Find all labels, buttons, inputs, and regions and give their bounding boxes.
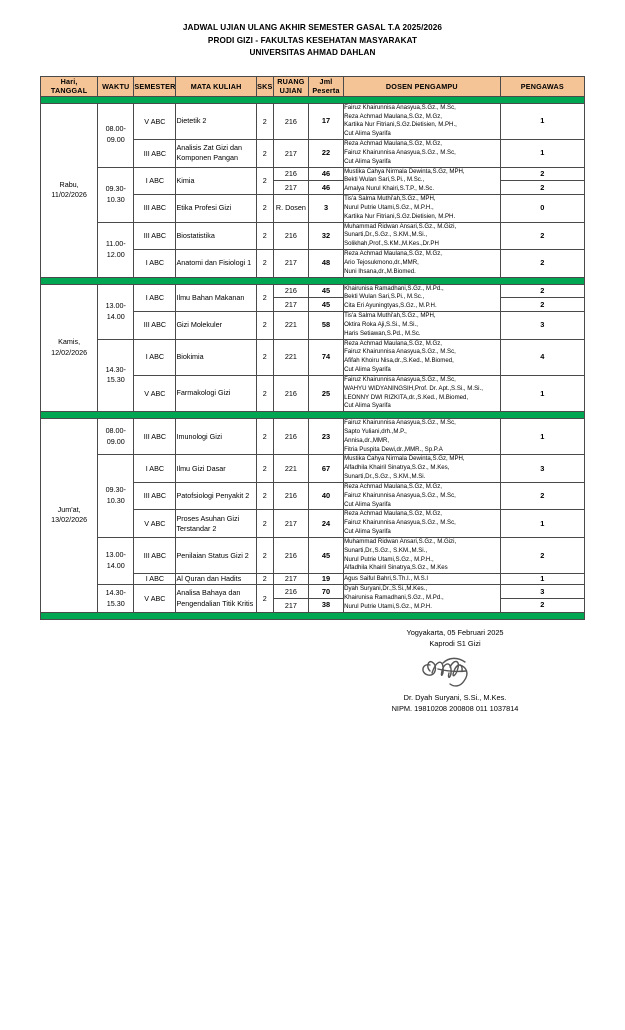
title-line-3: UNIVERSITAS AHMAD DAHLAN [249,48,376,58]
column-header-course: MATA KULIAH [176,77,256,97]
table-row [41,419,585,455]
cell-participant-count: 3 [308,195,343,222]
cell-participant-count: 67 [308,455,343,482]
cell-semester: III ABC [134,482,176,509]
cell-supervisor-count: 1 [500,574,584,585]
cell-course: Al Quran dan Hadits [176,574,256,585]
cell-participant-count: 17 [308,103,343,139]
cell-sks: 2 [256,167,273,194]
cell-supervisor-count: 2 [500,284,584,298]
cell-sks: 2 [256,510,273,537]
cell-room: 217 [273,250,308,277]
cell-sks: 2 [256,419,273,455]
cell-room: 216 [273,482,308,509]
cell-semester: III ABC [134,419,176,455]
cell-time: 14.30- 15.30 [98,339,134,412]
day-separator-cell [41,277,585,284]
cell-participant-count: 22 [308,140,343,167]
cell-lecturers: Fairuz Khairunnisa Anasyua,S.Gz., M.Sc, Reza Achmad Maulana,S.Gz, M.Gz, Kartika Nur Fitriani,S.Gz.Dietisien, M.PH., Cut Alima Syarifa [344,103,501,139]
cell-room: 217 [273,510,308,537]
cell-room: 216 [273,419,308,455]
cell-lecturers: Reza Achmad Maulana,S.Gz, M.Gz, Fairuz Khairunnisa Anasyua,S.Gz., M.Sc, Cut Alima Syarifa [344,140,501,167]
cell-room: 216 [273,284,308,298]
cell-lecturers: Tis'a Salma Muthi'ah,S.Gz., MPH, Nurul Putrie Utami,S.Gz., M.P.H., Kartika Nur Fitriani,S.Gz.Dietisien, M.PH. [344,195,501,222]
header-row [41,77,585,97]
cell-participant-count: 24 [308,510,343,537]
cell-sks: 2 [256,455,273,482]
cell-course: Etika Profesi Gizi [176,195,256,222]
cell-semester: V ABC [134,510,176,537]
cell-course: Imunologi Gizi [176,419,256,455]
cell-room: 216 [273,167,308,181]
table-row [41,585,585,599]
cell-sks: 2 [256,375,273,411]
cell-room: 217 [273,181,308,195]
cell-room: 217 [273,599,308,613]
cell-supervisor-count: 4 [500,339,584,375]
cell-semester: V ABC [134,103,176,139]
cell-course: Kimia [176,167,256,194]
cell-sks: 2 [256,537,273,573]
cell-sks: 2 [256,482,273,509]
signature-block [325,627,585,714]
cell-room: 221 [273,339,308,375]
cell-sks: 2 [256,195,273,222]
cell-course: Penilaian Status Gizi 2 [176,537,256,573]
footer-place-date: Yogyakarta, 05 Februari 2025 [406,627,504,637]
cell-participant-count: 25 [308,375,343,411]
document-title [40,22,585,60]
cell-lecturers: Fairuz Khairunnisa Anasyua,S.Gz., M.Sc, Sapto Yuliani,drh.,M.P., Annisa,dr.,MMR, Fitria Puspita Dewi,dr.,MMR., Sp.P.A [344,419,501,455]
cell-lecturers: Agus Saiful Bahri,S.Th.I., M.S.I [344,574,501,585]
cell-semester: III ABC [134,312,176,339]
cell-time: 11.00- 12.00 [98,222,134,277]
cell-supervisor-count: 0 [500,195,584,222]
column-header-count: Jml Peserta [308,77,343,97]
day-separator-cell [41,412,585,419]
footer-signer-name: Dr. Dyah Suryani, S.Si., M.Kes. [403,692,507,702]
day-separator [41,277,585,284]
cell-room: R. Dosen [273,195,308,222]
table-row [41,103,585,139]
cell-supervisor-count: 1 [500,510,584,537]
cell-supervisor-count: 3 [500,455,584,482]
cell-course: Analisa Bahaya dan Pengendalian Titik Kritis [176,585,256,612]
cell-semester: I ABC [134,250,176,277]
cell-semester: I ABC [134,284,176,311]
cell-sks: 2 [256,222,273,249]
table-row [41,222,585,249]
cell-room: 221 [273,312,308,339]
title-line-1: JADWAL UJIAN ULANG AKHIR SEMESTER GASAL T.A 2025/2026 [182,23,443,32]
cell-course: Biokimia [176,339,256,375]
cell-participant-count: 70 [308,585,343,599]
cell-participant-count: 45 [308,298,343,312]
cell-lecturers: Dyah Suryani,Dr.,S.Si.,M.Kes., Khairunisa Ramadhani,S.Gz., M.Pd., Nurul Putrie Utami,S.Gz., M.P.H. [344,585,501,612]
cell-semester: I ABC [134,455,176,482]
cell-supervisor-count: 2 [500,298,584,312]
cell-course: Ilmu Bahan Makanan [176,284,256,311]
cell-semester: III ABC [134,140,176,167]
exam-schedule-table [40,76,585,620]
cell-lecturers: Reza Achmad Maulana,S.Gz, M.Gz, Fairuz Khairunnisa Anasyua,S.Gz., M.Sc, Cut Alima Syarifa [344,482,501,509]
footer-position: Kaprodi S1 Gizi [429,639,481,649]
table-row [41,167,585,181]
cell-sks: 2 [256,140,273,167]
cell-lecturers: Muhammad Ridwan Ansari,S.Gz., M.Gizi, Sunarti,Dr.,S.Gz., S.KM.,M.Si., Solikhah,Prof.,S.KM.,M.Kes.,Dr.PH [344,222,501,249]
cell-lecturers: Tis'a Salma Muthi'ah,S.Gz., MPH, Oktira Roka Aji,S.Si., M.Si., Haris Setiawan,S.Pd., M.Sc. [344,312,501,339]
cell-supervisor-count: 1 [500,375,584,411]
cell-course: Proses Asuhan Gizi Terstandar 2 [176,510,256,537]
cell-time: 08.00- 09.00 [98,419,134,455]
cell-course: Patofsiologi Penyakit 2 [176,482,256,509]
cell-lecturers: Reza Achmad Maulana,S.Gz, M.Gz, Fairuz Khairunnisa Anasyua,S.Gz., M.Sc, Afifah Khoiru Nisa,dr.,S.Ked., M.Biomed, Cut Alima Syarifa [344,339,501,375]
cell-supervisor-count: 3 [500,585,584,599]
cell-semester: III ABC [134,195,176,222]
table-end-separator-cell [41,612,585,619]
cell-day: Rabu, 11/02/2026 [41,103,98,277]
signature-icon [325,650,585,692]
day-separator [41,96,585,103]
cell-course: Analisis Zat Gizi dan Komponen Pangan [176,140,256,167]
cell-room: 216 [273,537,308,573]
table-row [41,284,585,298]
cell-room: 217 [273,140,308,167]
cell-participant-count: 32 [308,222,343,249]
cell-supervisor-count: 2 [500,599,584,613]
cell-sks: 2 [256,574,273,585]
cell-participant-count: 19 [308,574,343,585]
cell-course: Dietetik 2 [176,103,256,139]
cell-semester: III ABC [134,537,176,573]
cell-semester: I ABC [134,339,176,375]
cell-day: Jum'at, 13/02/2026 [41,419,98,613]
cell-room: 217 [273,298,308,312]
column-header-lecturers: DOSEN PENGAMPU [344,77,501,97]
column-header-room: RUANG UJIAN [273,77,308,97]
cell-semester: V ABC [134,375,176,411]
cell-participant-count: 45 [308,284,343,298]
table-body [41,96,585,619]
table-end-separator [41,612,585,619]
cell-sks: 2 [256,250,273,277]
cell-room: 216 [273,375,308,411]
cell-lecturers: Fairuz Khairunnisa Anasyua,S.Gz., M.Sc, WAHYU WIDYANINGSIH,Prof. Dr. Apt.,S.Si., M.Si., LEONNY DWI RIZKITA,dr.,S.Ked., M.Biomed, Cut Alima Syarifa [344,375,501,411]
cell-course: Anatomi dan Fisiologi 1 [176,250,256,277]
cell-participant-count: 23 [308,419,343,455]
cell-lecturers: Mustika Cahya Nirmala Dewinta,S.Gz, MPH, Alfadhila Khairil Sinatrya,S.Gz., M.Kes, Sunarti,Dr.,S.Gz., S.KM.,M.Si. [344,455,501,482]
cell-semester: III ABC [134,222,176,249]
cell-room: 217 [273,574,308,585]
title-line-2: PRODI GIZI - FAKULTAS KESEHATAN MASYARAKAT [207,35,418,45]
cell-supervisor-count: 2 [500,167,584,181]
day-separator-cell [41,96,585,103]
cell-course: Biostatistika [176,222,256,249]
cell-participant-count: 45 [308,537,343,573]
cell-room: 221 [273,455,308,482]
document-footer [40,620,585,714]
day-separator [41,412,585,419]
cell-semester: V ABC [134,585,176,612]
cell-lecturers: Mustika Cahya Nirmala Dewinta,S.Gz, MPH, Bekti Wulan Sari,S.Pi., M.Sc., Amalya Nurul Khairi,S.T.P., M.Sc. [344,167,501,194]
cell-supervisor-count: 1 [500,419,584,455]
cell-sks: 2 [256,585,273,612]
column-header-supervisor: PENGAWAS [500,77,584,97]
table-row [41,537,585,573]
cell-sks: 2 [256,284,273,311]
cell-participant-count: 46 [308,181,343,195]
cell-room: 216 [273,222,308,249]
cell-supervisor-count: 2 [500,537,584,573]
cell-lecturers: Reza Achmad Maulana,S.Gz, M.Gz, Fairuz Khairunnisa Anasyua,S.Gz., M.Sc, Cut Alima Syarifa [344,510,501,537]
cell-participant-count: 48 [308,250,343,277]
cell-participant-count: 74 [308,339,343,375]
cell-course: Gizi Molekuler [176,312,256,339]
footer-signer-nipm: NIPM. 19810208 200808 011 1037814 [391,703,519,713]
cell-supervisor-count: 2 [500,482,584,509]
cell-participant-count: 58 [308,312,343,339]
cell-course: Farmakologi Gizi [176,375,256,411]
cell-semester: I ABC [134,574,176,585]
cell-time: 09.30- 10.30 [98,167,134,222]
column-header-day: Hari, TANGGAL [41,77,98,97]
column-header-sks: SKS [256,77,273,97]
cell-time: 08.00- 09.00 [98,103,134,167]
table-row [41,339,585,375]
cell-supervisor-count: 2 [500,222,584,249]
cell-time: 09.30- 10.30 [98,455,134,537]
cell-supervisor-count: 2 [500,181,584,195]
table-header [41,77,585,97]
column-header-time: WAKTU [98,77,134,97]
cell-supervisor-count: 3 [500,312,584,339]
cell-participant-count: 46 [308,167,343,181]
cell-room: 216 [273,103,308,139]
cell-supervisor-count: 1 [500,103,584,139]
cell-supervisor-count: 2 [500,250,584,277]
cell-sks: 2 [256,103,273,139]
table-row [41,455,585,482]
cell-lecturers: Reza Achmad Maulana,S.Gz, M.Gz, Ario Tejosukmono,dr.,MMR, Nuni Ihsana,dr.,M.Biomed. [344,250,501,277]
cell-day: Kamis, 12/02/2026 [41,284,98,412]
cell-time: 13.00- 14.00 [98,284,134,339]
cell-time: 13.00- 14.00 [98,537,134,584]
cell-time: 14.30- 15.30 [98,585,134,612]
column-header-semester: SEMESTER [134,77,176,97]
cell-sks: 2 [256,312,273,339]
cell-room: 216 [273,585,308,599]
cell-supervisor-count: 1 [500,140,584,167]
cell-lecturers: Khairunisa Ramadhani,S.Gz., M.Pd., Bekti Wulan Sari,S.Pi., M.Sc., Cita Eri Ayuningtyas,S.Gz., M.P.H. [344,284,501,311]
cell-participant-count: 38 [308,599,343,613]
cell-participant-count: 40 [308,482,343,509]
cell-semester: I ABC [134,167,176,194]
cell-course: Ilmu Gizi Dasar [176,455,256,482]
cell-lecturers: Muhammad Ridwan Ansari,S.Gz., M.Gizi, Sunarti,Dr.,S.Gz., S.KM.,M.Si., Nurul Putrie Utami,S.Gz., M.P.H., Alfadhila Khairil Sinatrya,S.Gz., M.Kes [344,537,501,573]
cell-sks: 2 [256,339,273,375]
